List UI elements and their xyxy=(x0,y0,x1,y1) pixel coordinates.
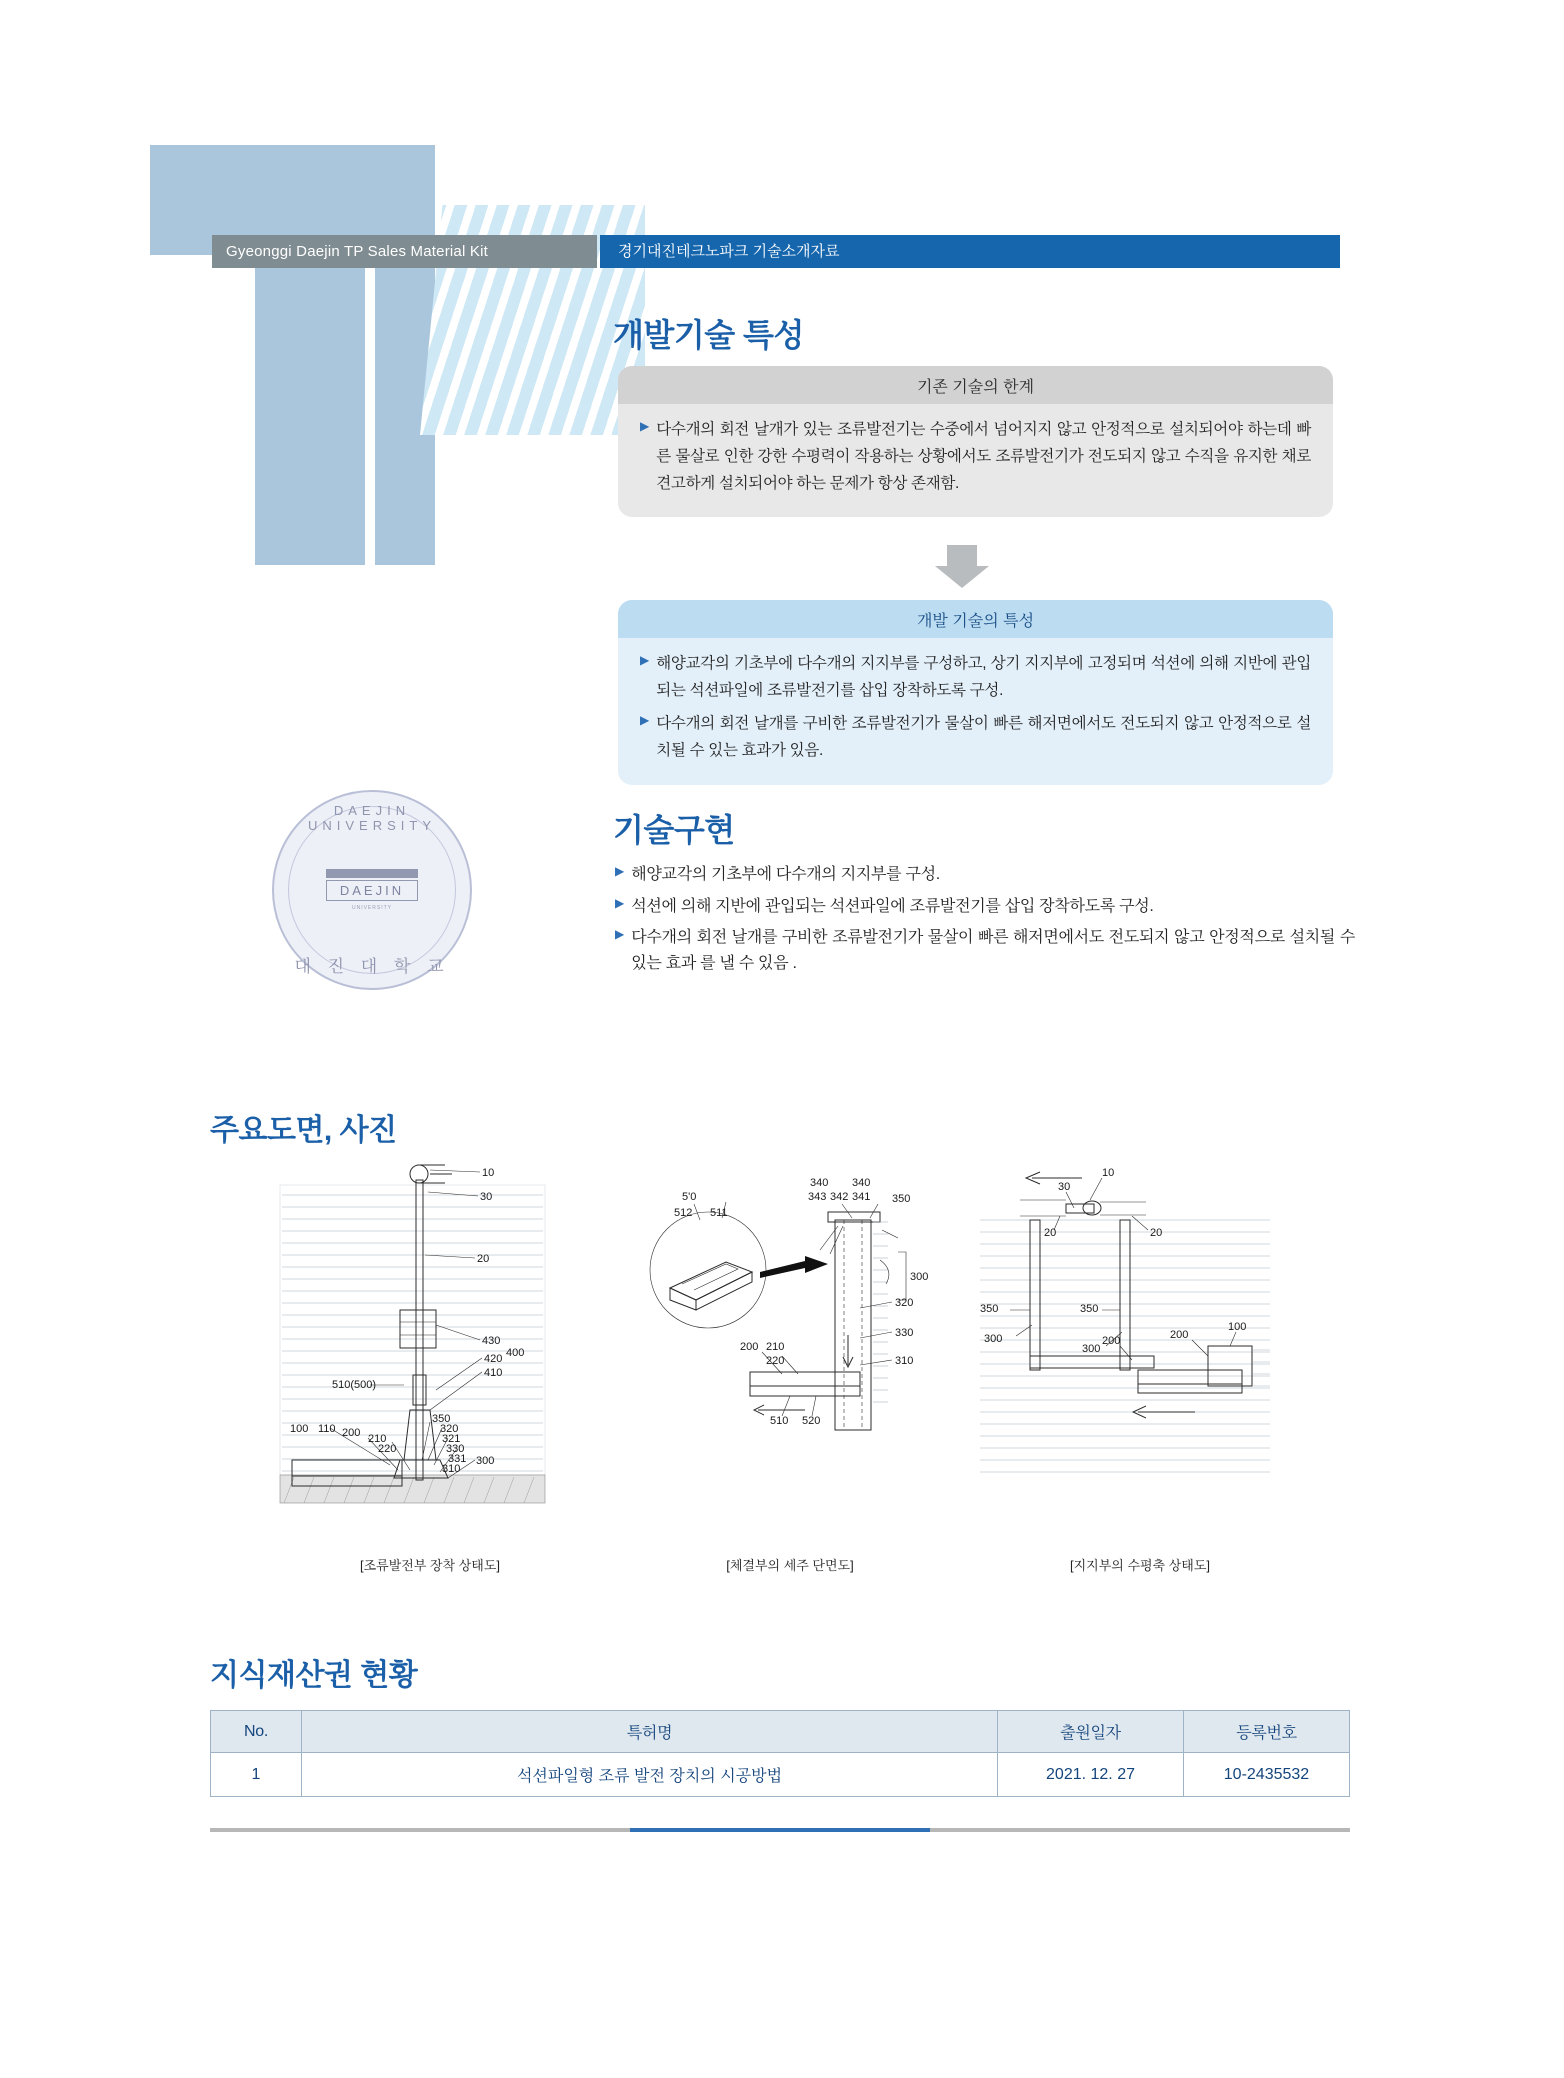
cell-registration-number: 10-2435532 xyxy=(1184,1753,1350,1797)
triangle-bullet-icon: ▶ xyxy=(615,864,625,878)
table-header-row xyxy=(211,1711,1350,1753)
svg-text:20: 20 xyxy=(1150,1227,1163,1239)
ip-table xyxy=(210,1710,1350,1797)
svg-text:210: 210 xyxy=(766,1341,785,1353)
svg-text:200: 200 xyxy=(1170,1329,1189,1341)
page-title-implementation: 기술구현 xyxy=(613,812,735,848)
svg-text:342: 342 xyxy=(830,1191,849,1203)
svg-text:300: 300 xyxy=(1082,1343,1101,1355)
svg-text:320: 320 xyxy=(895,1297,914,1309)
page-title-features: 개발기술 특성 xyxy=(613,317,804,353)
limitation-box xyxy=(618,366,1333,517)
seal-roof-icon xyxy=(326,869,418,878)
svg-text:200: 200 xyxy=(1102,1335,1121,1347)
list-item xyxy=(615,894,1355,920)
list-item xyxy=(640,650,1311,704)
svg-text:343: 343 xyxy=(808,1191,827,1203)
list-item xyxy=(615,862,1355,888)
svg-text:300: 300 xyxy=(910,1271,929,1283)
triangle-bullet-icon: ▶ xyxy=(640,419,650,433)
list-item xyxy=(640,416,1311,497)
svg-text:321: 321 xyxy=(442,1433,461,1445)
table-row xyxy=(211,1753,1350,1797)
seal-emblem-tiny: UNIVERSITY xyxy=(351,905,392,911)
seal-top-text: DAEJIN UNIVERSITY xyxy=(307,803,436,833)
figures-group xyxy=(210,1160,1350,1580)
seal-emblem xyxy=(326,869,418,911)
svg-text:20: 20 xyxy=(1044,1227,1057,1239)
svg-text:100: 100 xyxy=(1228,1321,1247,1333)
svg-text:350: 350 xyxy=(1080,1303,1099,1315)
cell-no: 1 xyxy=(211,1753,302,1797)
svg-text:430: 430 xyxy=(482,1335,501,1347)
table-header-patent-name: 특허명 xyxy=(302,1711,998,1753)
figure-2 xyxy=(630,1160,950,1573)
development-bullet-text: 해양교각의 기초부에 다수개의 지지부를 구성하고, 상기 지지부에 고정되며 석션에 의해 지반에 관입되는 석션파일에 조류발전기를 삽입 장착하도록 구성. xyxy=(656,655,1311,700)
limitation-box-body xyxy=(618,404,1333,517)
footer-divider xyxy=(210,1828,1350,1832)
figure-1 xyxy=(270,1160,590,1573)
svg-text:330: 330 xyxy=(895,1327,914,1339)
svg-text:340: 340 xyxy=(852,1177,871,1189)
implementation-bullet-text: 석션에 의해 지반에 관입되는 석션파일에 조류발전기를 삽입 장착하도록 구성. xyxy=(631,897,1154,915)
svg-text:510(500): 510(500) xyxy=(332,1379,377,1391)
svg-text:220: 220 xyxy=(766,1355,785,1367)
limitation-box-heading: 기존 기술의 한계 xyxy=(618,366,1333,404)
tp-logo-mark xyxy=(150,145,570,565)
svg-text:20: 20 xyxy=(477,1253,490,1265)
seal-bottom-text: 대 진 대 학 교 xyxy=(294,957,450,976)
figure-2-caption: [체결부의 세주 단면도] xyxy=(726,1558,854,1573)
triangle-bullet-icon: ▶ xyxy=(615,927,625,942)
svg-text:310: 310 xyxy=(895,1355,914,1367)
svg-text:510: 510 xyxy=(770,1415,789,1427)
page-title-figures: 주요도면, 사진 xyxy=(210,1114,397,1147)
implementation-list xyxy=(615,862,1355,982)
svg-text:410: 410 xyxy=(484,1367,503,1379)
tp-logo-p-stem xyxy=(375,145,435,565)
development-bullet-text: 다수개의 회전 날개를 구비한 조류발전기가 물살이 빠른 해저면에서도 전도되지 않고 안정적으로 설치될 수 있는 효과가 있음. xyxy=(656,715,1311,760)
implementation-bullet-text: 해양교각의 기초부에 다수개의 지지부를 구성. xyxy=(631,866,940,883)
limitation-bullet-text: 다수개의 회전 날개가 있는 조류발전기는 수중에서 넘어지지 않고 안정적으로 설치되어야 하는데 빠른 물살로 인한 강한 수평력이 작용하는 상황에서도 조류발전기가 전도되지 않고 수직을 유지한 채로 견고하게 설치되어야 하는 문제가 항상 존재함. xyxy=(656,421,1311,493)
svg-text:511: 511 xyxy=(710,1207,728,1219)
svg-text:512: 512 xyxy=(674,1207,693,1219)
triangle-bullet-icon: ▶ xyxy=(640,713,650,728)
cell-filing-date: 2021. 12. 27 xyxy=(998,1753,1184,1797)
svg-text:100: 100 xyxy=(290,1423,309,1435)
svg-text:5'0: 5'0 xyxy=(682,1191,697,1203)
tp-logo-bar-vertical xyxy=(255,145,365,565)
svg-text:300: 300 xyxy=(476,1455,495,1467)
figure-1-caption: [조류발전부 장착 상태도] xyxy=(359,1558,501,1573)
svg-text:350: 350 xyxy=(980,1303,999,1315)
svg-text:320: 320 xyxy=(440,1423,459,1435)
svg-text:300: 300 xyxy=(984,1333,1003,1345)
svg-text:210: 210 xyxy=(368,1433,387,1445)
svg-text:340: 340 xyxy=(810,1177,829,1189)
table-header-no: No. xyxy=(211,1711,302,1753)
svg-text:400: 400 xyxy=(506,1347,525,1359)
svg-text:520: 520 xyxy=(802,1415,821,1427)
implementation-bullet-text: 다수개의 회전 날개를 구비한 조류발전기가 물살이 빠른 해저면에서도 전도되지 않고 안정적으로 설치될 수 있는 효과 를 낼 수 있음 . xyxy=(631,929,1355,972)
figure-2-drawing xyxy=(630,1160,950,1550)
list-item xyxy=(615,925,1355,976)
cell-patent-name: 석션파일형 조류 발전 장치의 시공방법 xyxy=(302,1753,998,1797)
svg-text:30: 30 xyxy=(1058,1181,1071,1193)
svg-text:200: 200 xyxy=(342,1427,361,1439)
svg-text:341: 341 xyxy=(852,1191,871,1203)
development-box xyxy=(618,600,1333,785)
svg-text:110: 110 xyxy=(318,1423,336,1435)
svg-text:310: 310 xyxy=(442,1463,461,1475)
svg-text:30: 30 xyxy=(480,1191,493,1203)
figure-1-drawing xyxy=(270,1160,590,1550)
triangle-bullet-icon: ▶ xyxy=(640,653,650,667)
svg-text:420: 420 xyxy=(484,1353,503,1365)
svg-text:10: 10 xyxy=(1102,1167,1115,1179)
svg-text:331: 331 xyxy=(448,1453,467,1465)
development-box-heading: 개발 기술의 특성 xyxy=(618,600,1333,638)
table-header-filing-date: 출원일자 xyxy=(998,1711,1184,1753)
triangle-bullet-icon: ▶ xyxy=(615,895,625,910)
header-left-label: Gyeonggi Daejin TP Sales Material Kit xyxy=(212,235,597,268)
list-item xyxy=(640,710,1311,764)
svg-text:220: 220 xyxy=(378,1443,397,1455)
svg-text:10: 10 xyxy=(482,1167,495,1179)
figure-3-drawing xyxy=(970,1160,1310,1550)
svg-text:350: 350 xyxy=(432,1413,451,1425)
table-header-registration-number: 등록번호 xyxy=(1184,1711,1350,1753)
development-box-body xyxy=(618,638,1333,785)
daejin-university-seal xyxy=(272,790,472,990)
svg-text:330: 330 xyxy=(446,1443,465,1455)
header-right-label: 경기대진테크노파크 기술소개자료 xyxy=(600,235,1340,268)
page-title-ip: 지식재산권 현황 xyxy=(210,1659,418,1692)
figure-3 xyxy=(970,1160,1310,1573)
seal-emblem-name: DAEJIN xyxy=(326,880,418,901)
figure-3-caption: [지지부의 수평축 상태도] xyxy=(1069,1558,1211,1573)
svg-text:350: 350 xyxy=(892,1193,911,1205)
svg-text:200: 200 xyxy=(740,1341,759,1353)
